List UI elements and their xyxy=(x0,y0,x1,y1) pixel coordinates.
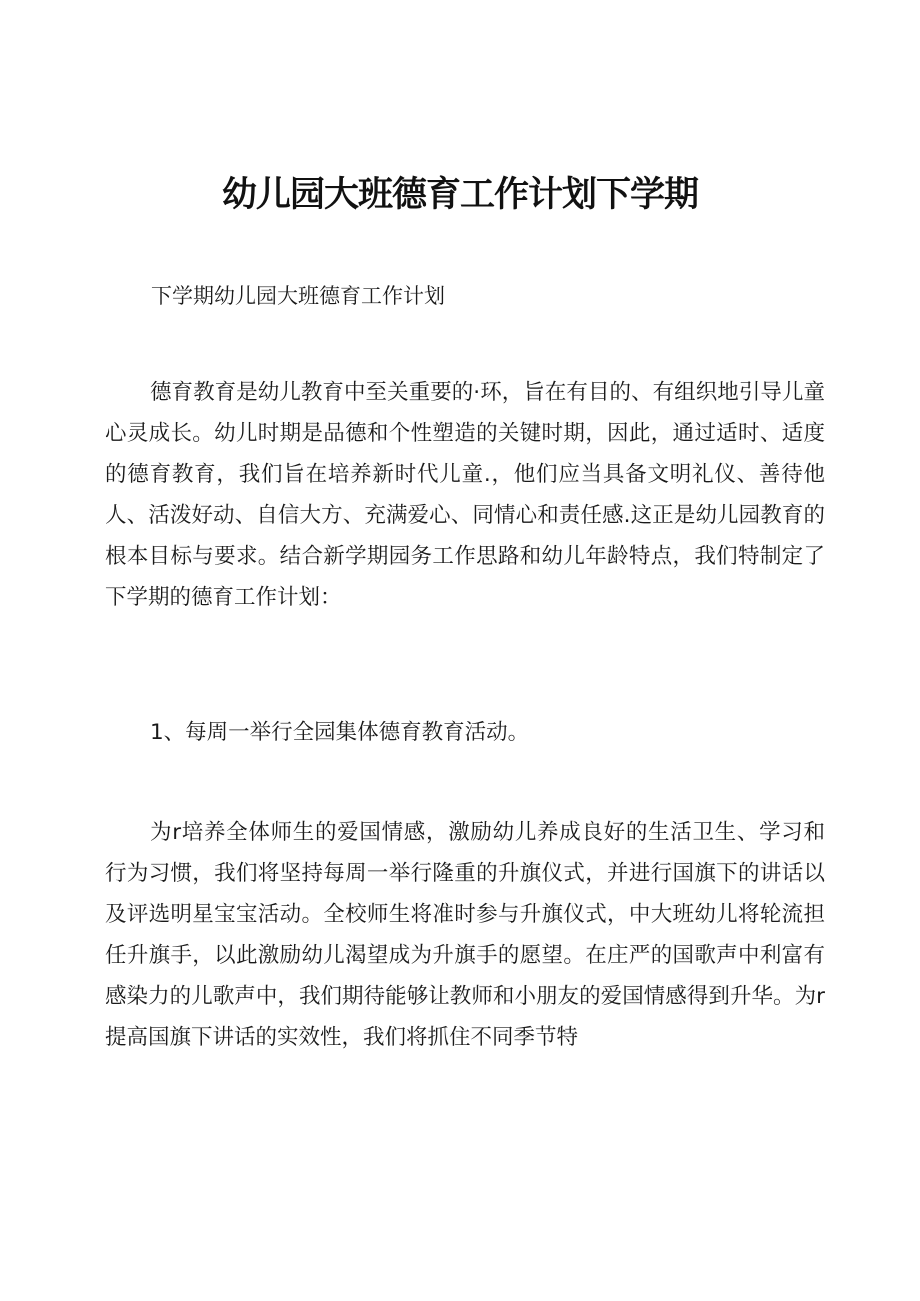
paragraph-flag-ceremony: 为r培养全体师生的爱国情感，激励幼儿养成良好的生活卫生、学习和行为习惯，我们将坚持每周一举行隆重的升旗仪式，并进行国旗下的讲话以及评选明星宝宝活动。全校师生将准时参与升旗仪式，中大班幼儿将轮流担任升旗手，以此激励幼儿渴望成为升旗手的愿望。在庄严的国歌声中利富有感染力的儿歌声中，我们期待能够让教师和小朋友的爱国情感得到升华。为r提高国旗下讲话的实效性，我们将抓住不同季节特 xyxy=(105,820,825,1050)
paragraph-intro: 德育教育是幼儿教育中至关重要的·环，旨在有目的、有组织地引导儿童心灵成长。幼儿时期是品德和个性塑造的关键时期，因此，通过适时、适度的德育教育，我们旨在培养新时代儿童.，他们应当具备文明礼仪、善待他人、活泼好动、自信大方、充满爱心、同情心和责任感.这正是幼儿园教育的根本目标与要求。结合新学期园务工作思路和幼儿年龄特点，我们特制定了下学期的德育工作计划： xyxy=(105,380,825,610)
document-subtitle: 下学期幼儿园大班德育工作计划 xyxy=(151,284,445,308)
paragraph-section-heading: 1、每周一举行全园集体德育教育活动。 xyxy=(150,720,530,745)
document-title: 幼儿园大班德育工作计划下学期 xyxy=(221,175,698,215)
